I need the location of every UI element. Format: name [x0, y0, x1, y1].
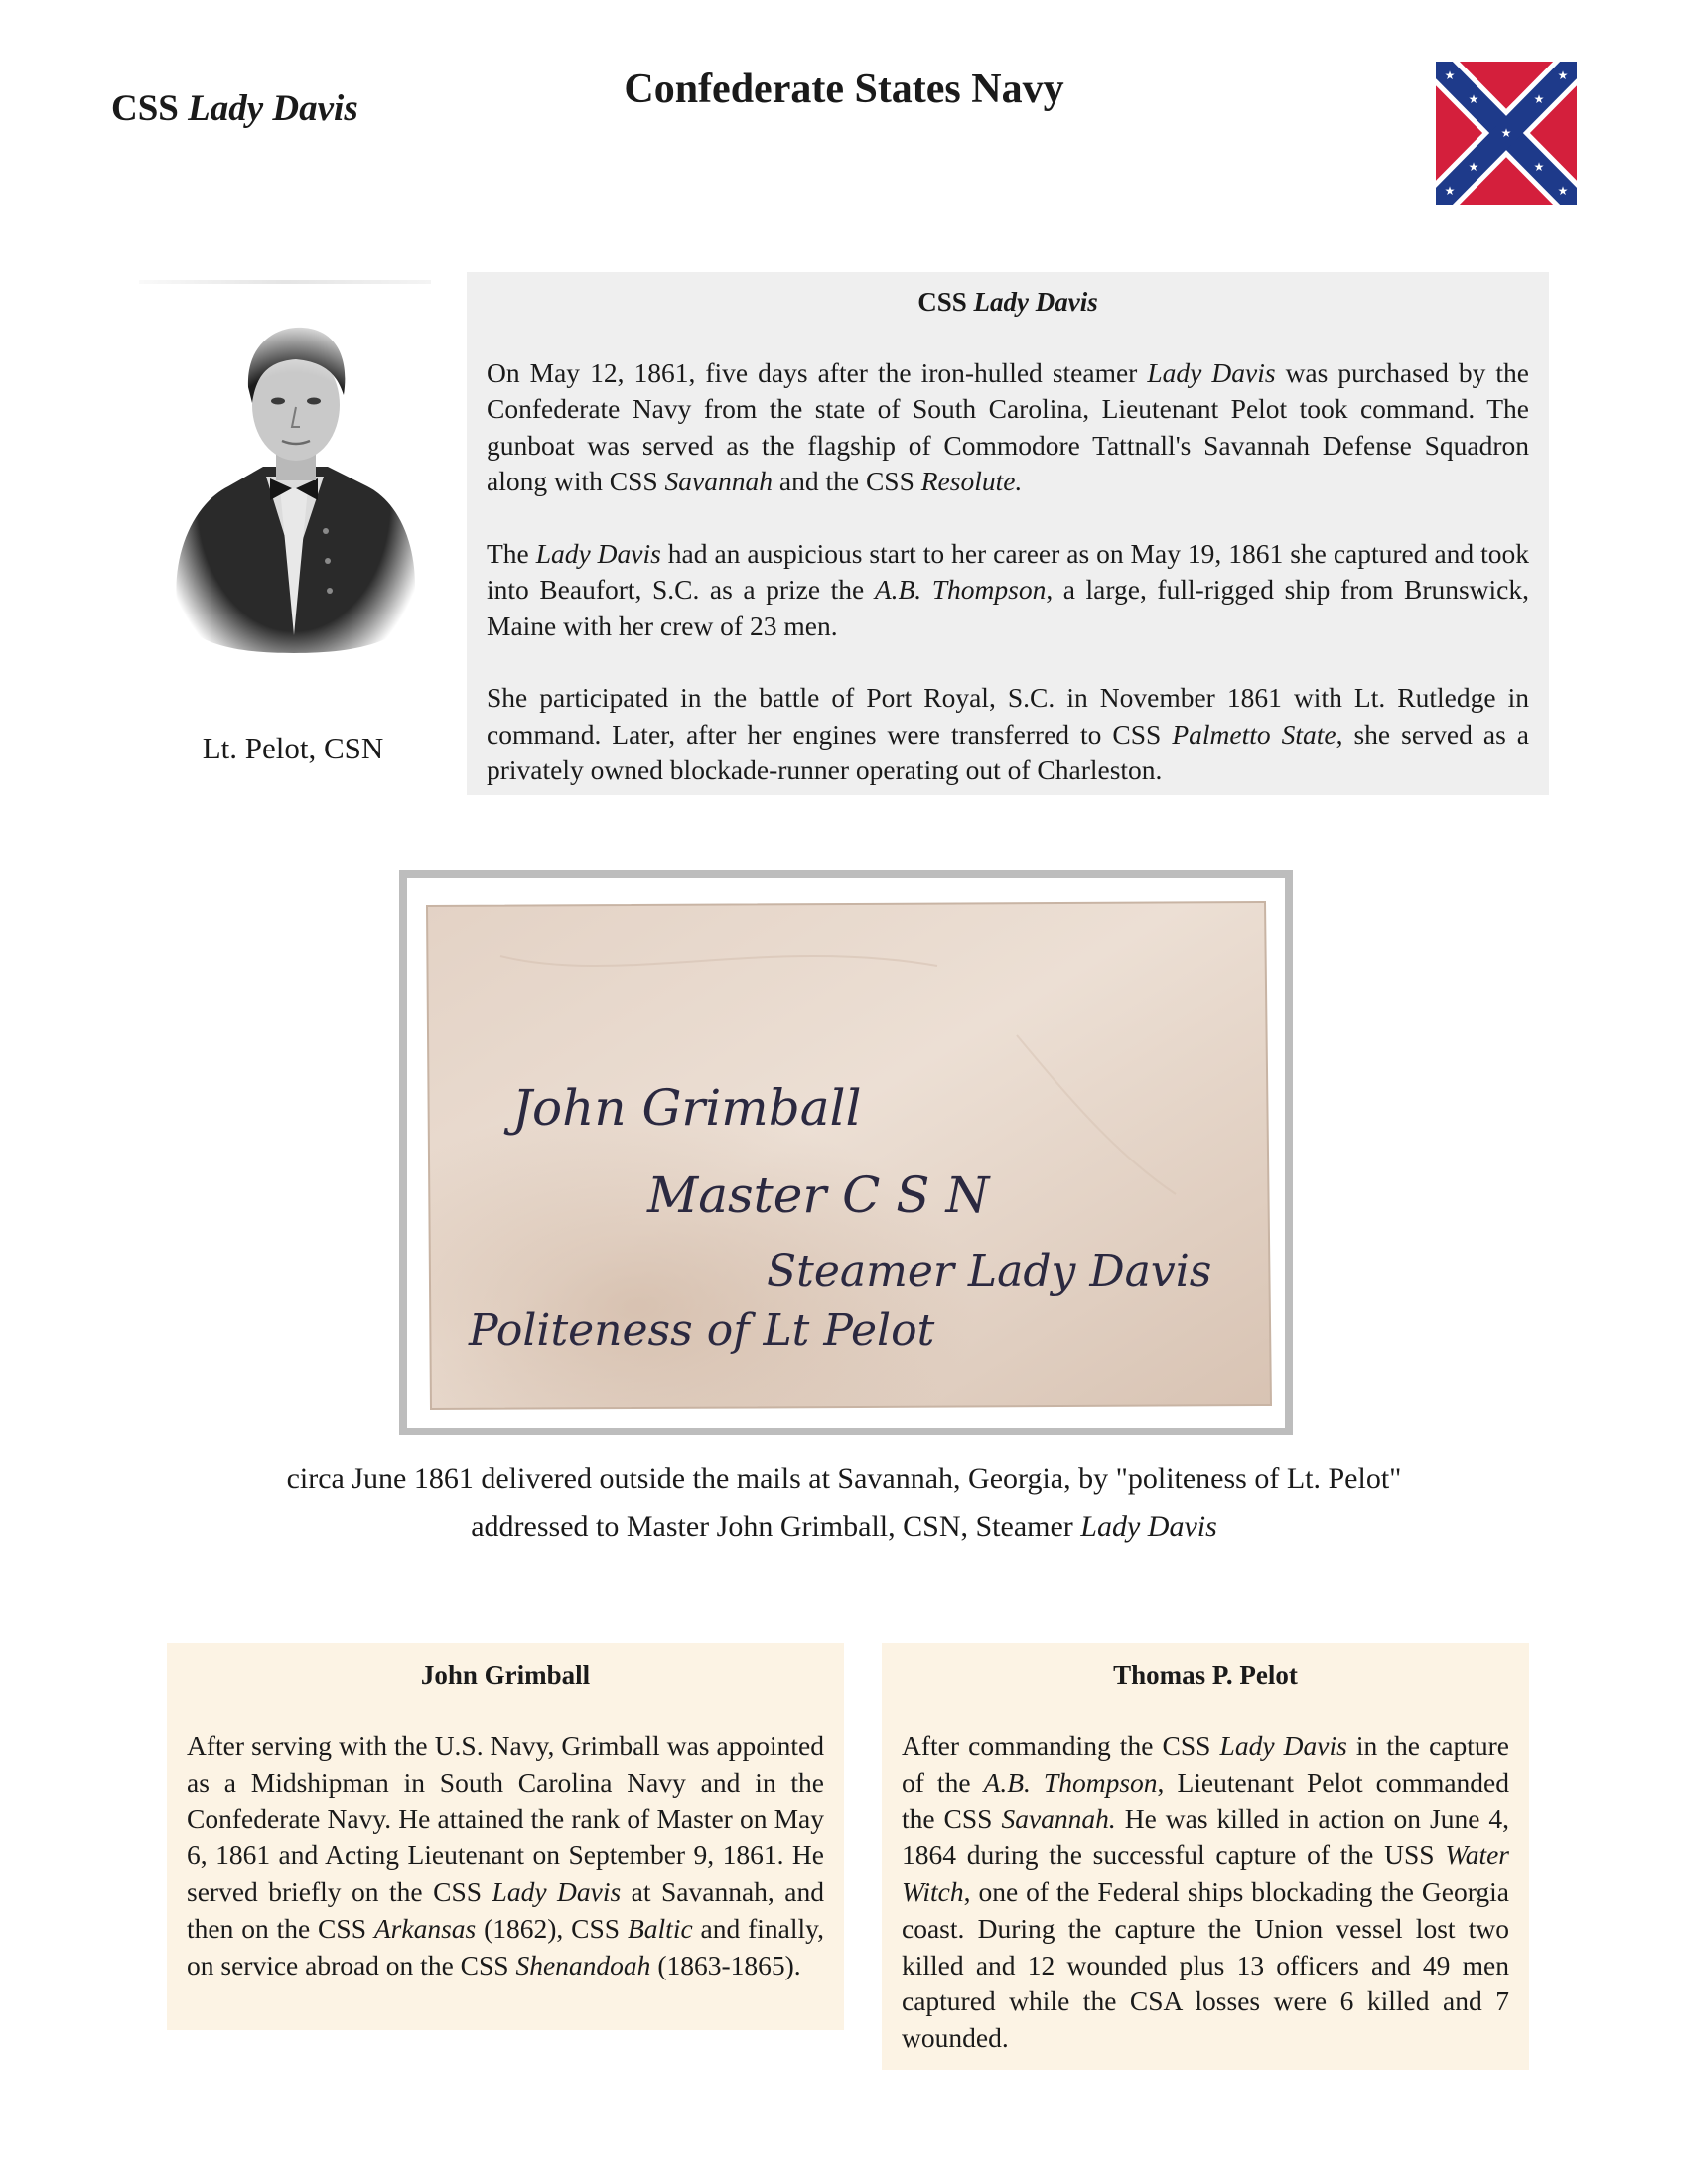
envelope-cover-image — [421, 896, 1277, 1413]
ship-name-prefix: CSS — [111, 88, 189, 129]
italic-run: Water Witch — [902, 1840, 1509, 1907]
italic-run: Baltic — [627, 1912, 693, 1944]
bio-grimball-title: John Grimball — [420, 1660, 591, 1690]
portrait-photo — [169, 318, 419, 653]
text-run: He was killed in action on June 4, 1864 during the successful capture of the USS — [902, 1803, 1509, 1871]
svg-text:★: ★ — [1444, 68, 1456, 82]
bio-box-pelot — [882, 1643, 1529, 2070]
italic-run: Shenandoah — [515, 1949, 651, 1980]
italic-run: Lady Davis — [1219, 1729, 1347, 1761]
bio-box-grimball — [167, 1643, 844, 2030]
page-title: Confederate States Navy — [624, 67, 1064, 112]
text-run: , one of the Federal ships blockading the Georgia coast. During the capture the Union vessel lost two killed and 12 wounded plus 13 officers and 49 men captured while the CSA losses were 6 killed and 7 wounded. — [902, 1875, 1509, 2054]
italic-run: A.B. Thompson — [874, 574, 1047, 605]
envelope-caption-line-2 — [0, 1503, 1688, 1551]
italic-run: Lady Davis — [535, 537, 661, 569]
envelope-caption — [0, 1455, 1688, 1551]
text-run: She participated in the battle of Port Royal, S.C. in November 1861 with Lt. Rutledge in command. Later, after her engines were transferred to CSS — [487, 682, 1529, 750]
confederate-naval-jack-flag-icon — [1436, 62, 1577, 205]
text-run: addressed to Master John Grimball, CSN, Steamer — [471, 1510, 1081, 1543]
text-run: (1862), CSS — [476, 1912, 628, 1944]
text-run: was purchased by the Confederate Navy from the state of South Carolina, Lieutenant Pelot took command. The gunboat was served as the flagship of Commodore Tattnall's Savannah Defense Squadron along with CSS — [487, 356, 1529, 496]
envelope-address-line-4: Politeness of Lt Pelot — [469, 1305, 935, 1356]
text-run: The — [487, 537, 536, 569]
text-run: , a large, full-rigged ship from Brunswick, Maine with her crew of 23 men. — [487, 574, 1530, 641]
history-paragraph-1 — [487, 355, 1529, 500]
envelope-caption-line-1: circa June 1861 delivered outside the mails at Savannah, Georgia, by "politeness of Lt. Pelot" — [286, 1462, 1402, 1495]
text-run: and the CSS — [773, 466, 921, 496]
svg-text:★: ★ — [1444, 184, 1456, 198]
italic-run: Savannah. — [1001, 1803, 1116, 1835]
text-run: , she served as a privately owned blockade-runner operating out of Charleston. — [487, 718, 1529, 785]
italic-run: Lady Davis — [1147, 356, 1276, 388]
envelope-address-line-2: Master C S N — [647, 1166, 990, 1224]
ship-name-italic: Lady Davis — [188, 88, 358, 129]
italic-run: Lady Davis — [1080, 1510, 1217, 1543]
svg-text:★: ★ — [1468, 92, 1479, 106]
italic-run: Arkansas — [373, 1912, 477, 1944]
italic-run: A.B. Thompson — [983, 1766, 1158, 1798]
bio-pelot-title: Thomas P. Pelot — [1113, 1660, 1298, 1690]
bio-grimball-body — [187, 1728, 824, 1984]
bio-pelot-body — [902, 1728, 1509, 2057]
text-run: On May 12, 1861, five days after the iron-hulled steamer — [487, 356, 1148, 388]
text-run: After serving with the U.S. Navy, Grimball was appointed as a Midshipman in South Carolina Navy and in the Confederate Navy. He attained the rank of Master on May 6, 1861 and Acting Lieutenant on September 9, 1861. He served briefly on the CSS — [187, 1729, 824, 1907]
italic-run: Savannah — [664, 466, 774, 496]
text-run: in the capture of the — [902, 1729, 1509, 1798]
text-run: at Savannah, and then on the CSS — [187, 1875, 824, 1944]
history-title-prefix: CSS — [917, 287, 974, 317]
svg-text:★: ★ — [1533, 160, 1545, 174]
portrait-caption: Lt. Pelot, CSN — [202, 731, 384, 765]
svg-text:★: ★ — [1500, 126, 1512, 140]
envelope-address-line-1: John Grimball — [512, 1079, 862, 1137]
svg-text:★: ★ — [1533, 92, 1545, 106]
svg-text:★: ★ — [1557, 68, 1569, 82]
history-paragraph-2 — [487, 536, 1529, 645]
history-paragraph-3 — [487, 680, 1529, 789]
history-title-italic: Lady Davis — [973, 287, 1098, 317]
text-run: After commanding the CSS — [902, 1729, 1220, 1761]
text-run: and finally, on service abroad on the CSS — [187, 1912, 824, 1980]
history-box-title — [487, 284, 1529, 321]
svg-text:★: ★ — [1468, 160, 1479, 174]
italic-run: Lady Davis — [492, 1875, 622, 1907]
text-run: (1863-1865). — [650, 1949, 801, 1980]
ship-history-box — [467, 272, 1549, 795]
italic-run: Palmetto State — [1172, 718, 1336, 750]
envelope-address-line-3: Steamer Lady Davis — [767, 1246, 1212, 1297]
portrait-top-rule — [139, 280, 431, 284]
italic-run: Resolute. — [920, 466, 1023, 496]
svg-text:★: ★ — [1557, 184, 1569, 198]
text-run: , Lieutenant Pelot commanded the CSS — [902, 1766, 1510, 1835]
text-run: had an auspicious start to her career as on May 19, 1861 she captured and took into Beaufort, S.C. as a prize the — [487, 537, 1529, 605]
